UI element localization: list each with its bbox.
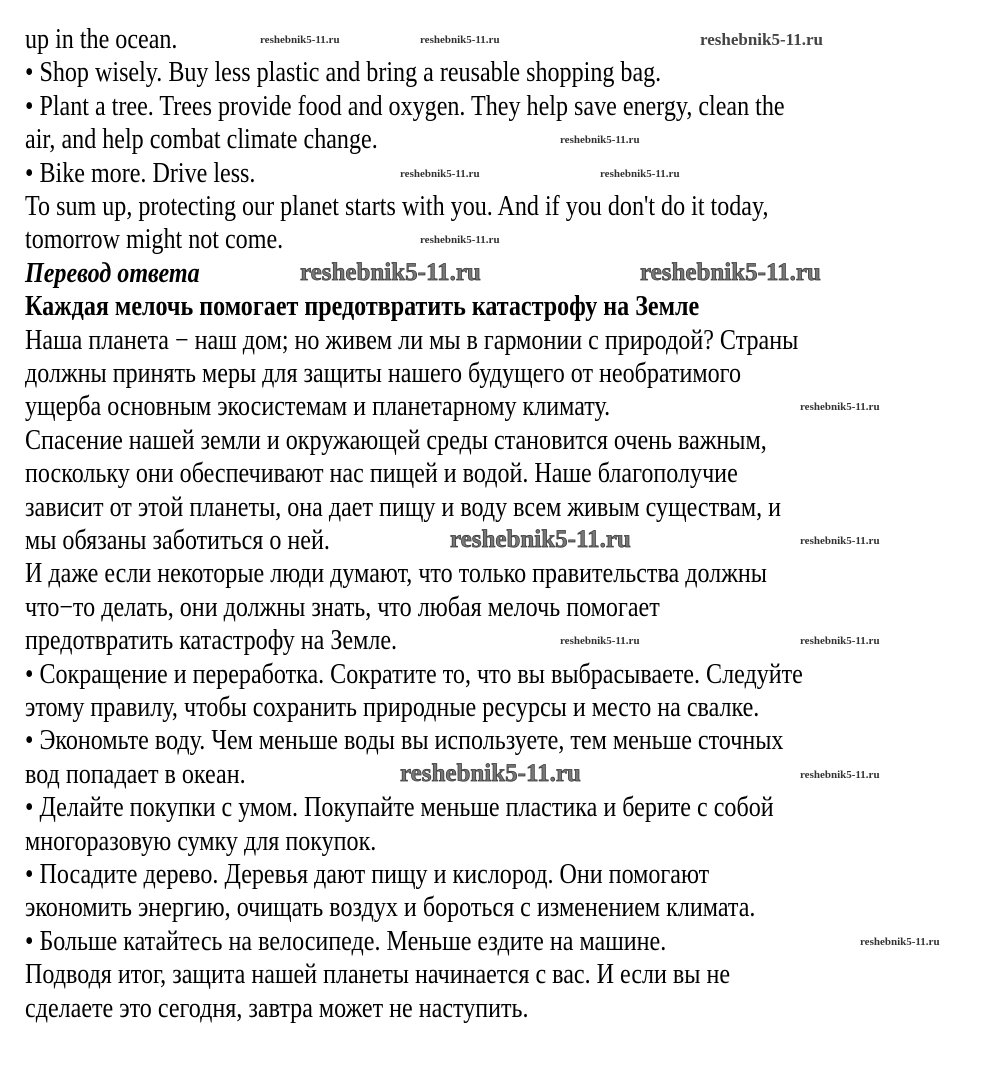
watermark: reshebnik5-11.ru	[400, 760, 581, 787]
text-line: вод попадает в океан.	[25, 758, 246, 790]
text-line: • Сокращение и переработка. Сократите то, что вы выбрасываете. Следуйте	[25, 658, 803, 690]
text-line: • Посадите дерево. Деревья дают пищу и кислород. Они помогают	[25, 859, 710, 890]
text-line: • Больше катайтесь на велосипеде. Меньше ездите на машине.	[25, 925, 667, 957]
text-line: To sum up, protecting our planet starts with you. And if you don't do it today,	[25, 191, 769, 222]
watermark: reshebnik5-11.ru	[600, 168, 680, 180]
watermark: reshebnik5-11.ru	[860, 936, 940, 948]
watermark: reshebnik5-11.ru	[420, 234, 500, 246]
translation-title: Каждая мелочь помогает предотвратить катастрофу на Земле	[25, 291, 700, 323]
text-line: зависит от этой планеты, она дает пищу и воду всем живым существам, и	[25, 491, 782, 523]
text-line: сделаете это сегодня, завтра может не наступить.	[25, 992, 529, 1024]
watermark: reshebnik5-11.ru	[400, 168, 480, 180]
text-line: И даже если некоторые люди думают, что только правительства должны	[25, 558, 767, 590]
watermark: reshebnik5-11.ru	[560, 635, 640, 647]
watermark: reshebnik5-11.ru	[800, 401, 880, 413]
watermark: reshebnik5-11.ru	[260, 34, 340, 46]
text-line: Наша планета − наш дом; но живем ли мы в гармонии с природой? Страны	[25, 324, 799, 356]
watermark: reshebnik5-11.ru	[420, 34, 500, 46]
watermark: reshebnik5-11.ru	[640, 259, 821, 286]
watermark: reshebnik5-11.ru	[300, 259, 481, 286]
text-line: что−то делать, они должны знать, что любая мелочь помогает	[25, 591, 660, 623]
watermark: reshebnik5-11.ru	[800, 535, 880, 547]
text-line: ущерба основным экосистемам и планетарному климату.	[25, 391, 611, 423]
text-line: up in the ocean.	[25, 24, 178, 55]
text-line: Спасение нашей земли и окружающей среды становится очень важным,	[25, 424, 767, 456]
text-line: мы обязаны заботиться о ней.	[25, 525, 330, 556]
text-line: должны принять меры для защиты нашего будущего от необратимого	[25, 358, 742, 389]
text-line: поскольку они обеспечивают нас пищей и водой. Наше благополучие	[25, 458, 738, 490]
text-line: экономить энергию, очищать воздух и бороться с изменением климата.	[25, 892, 756, 924]
watermark: reshebnik5-11.ru	[450, 526, 631, 553]
text-line: предотвратить катастрофу на Земле.	[25, 625, 398, 657]
watermark: reshebnik5-11.ru	[560, 134, 640, 146]
section-heading: Перевод ответа	[25, 257, 200, 289]
text-line: • Экономьте воду. Чем меньше воды вы используете, тем меньше сточных	[25, 725, 784, 757]
text-line: • Bike more. Drive less.	[25, 157, 256, 189]
text-line: этому правилу, чтобы сохранить природные ресурсы и место на свалке.	[25, 692, 760, 723]
text-line: многоразовую сумку для покупок.	[25, 825, 377, 857]
text-line: air, and help combat climate change.	[25, 124, 378, 156]
text-line: Подводя итог, защита нашей планеты начинается с вас. И если вы не	[25, 959, 731, 991]
text-line: • Shop wisely. Buy less plastic and bring a reusable shopping bag.	[25, 57, 662, 89]
text-line: • Plant a tree. Trees provide food and oxygen. They help save energy, clean the	[25, 90, 785, 122]
text-line: tomorrow might not come.	[25, 224, 284, 256]
watermark: reshebnik5-11.ru	[800, 635, 880, 647]
watermark: reshebnik5-11.ru	[700, 30, 823, 49]
text-line: • Делайте покупки с умом. Покупайте меньше пластика и берите с собой	[25, 792, 774, 824]
watermark: reshebnik5-11.ru	[800, 769, 880, 781]
